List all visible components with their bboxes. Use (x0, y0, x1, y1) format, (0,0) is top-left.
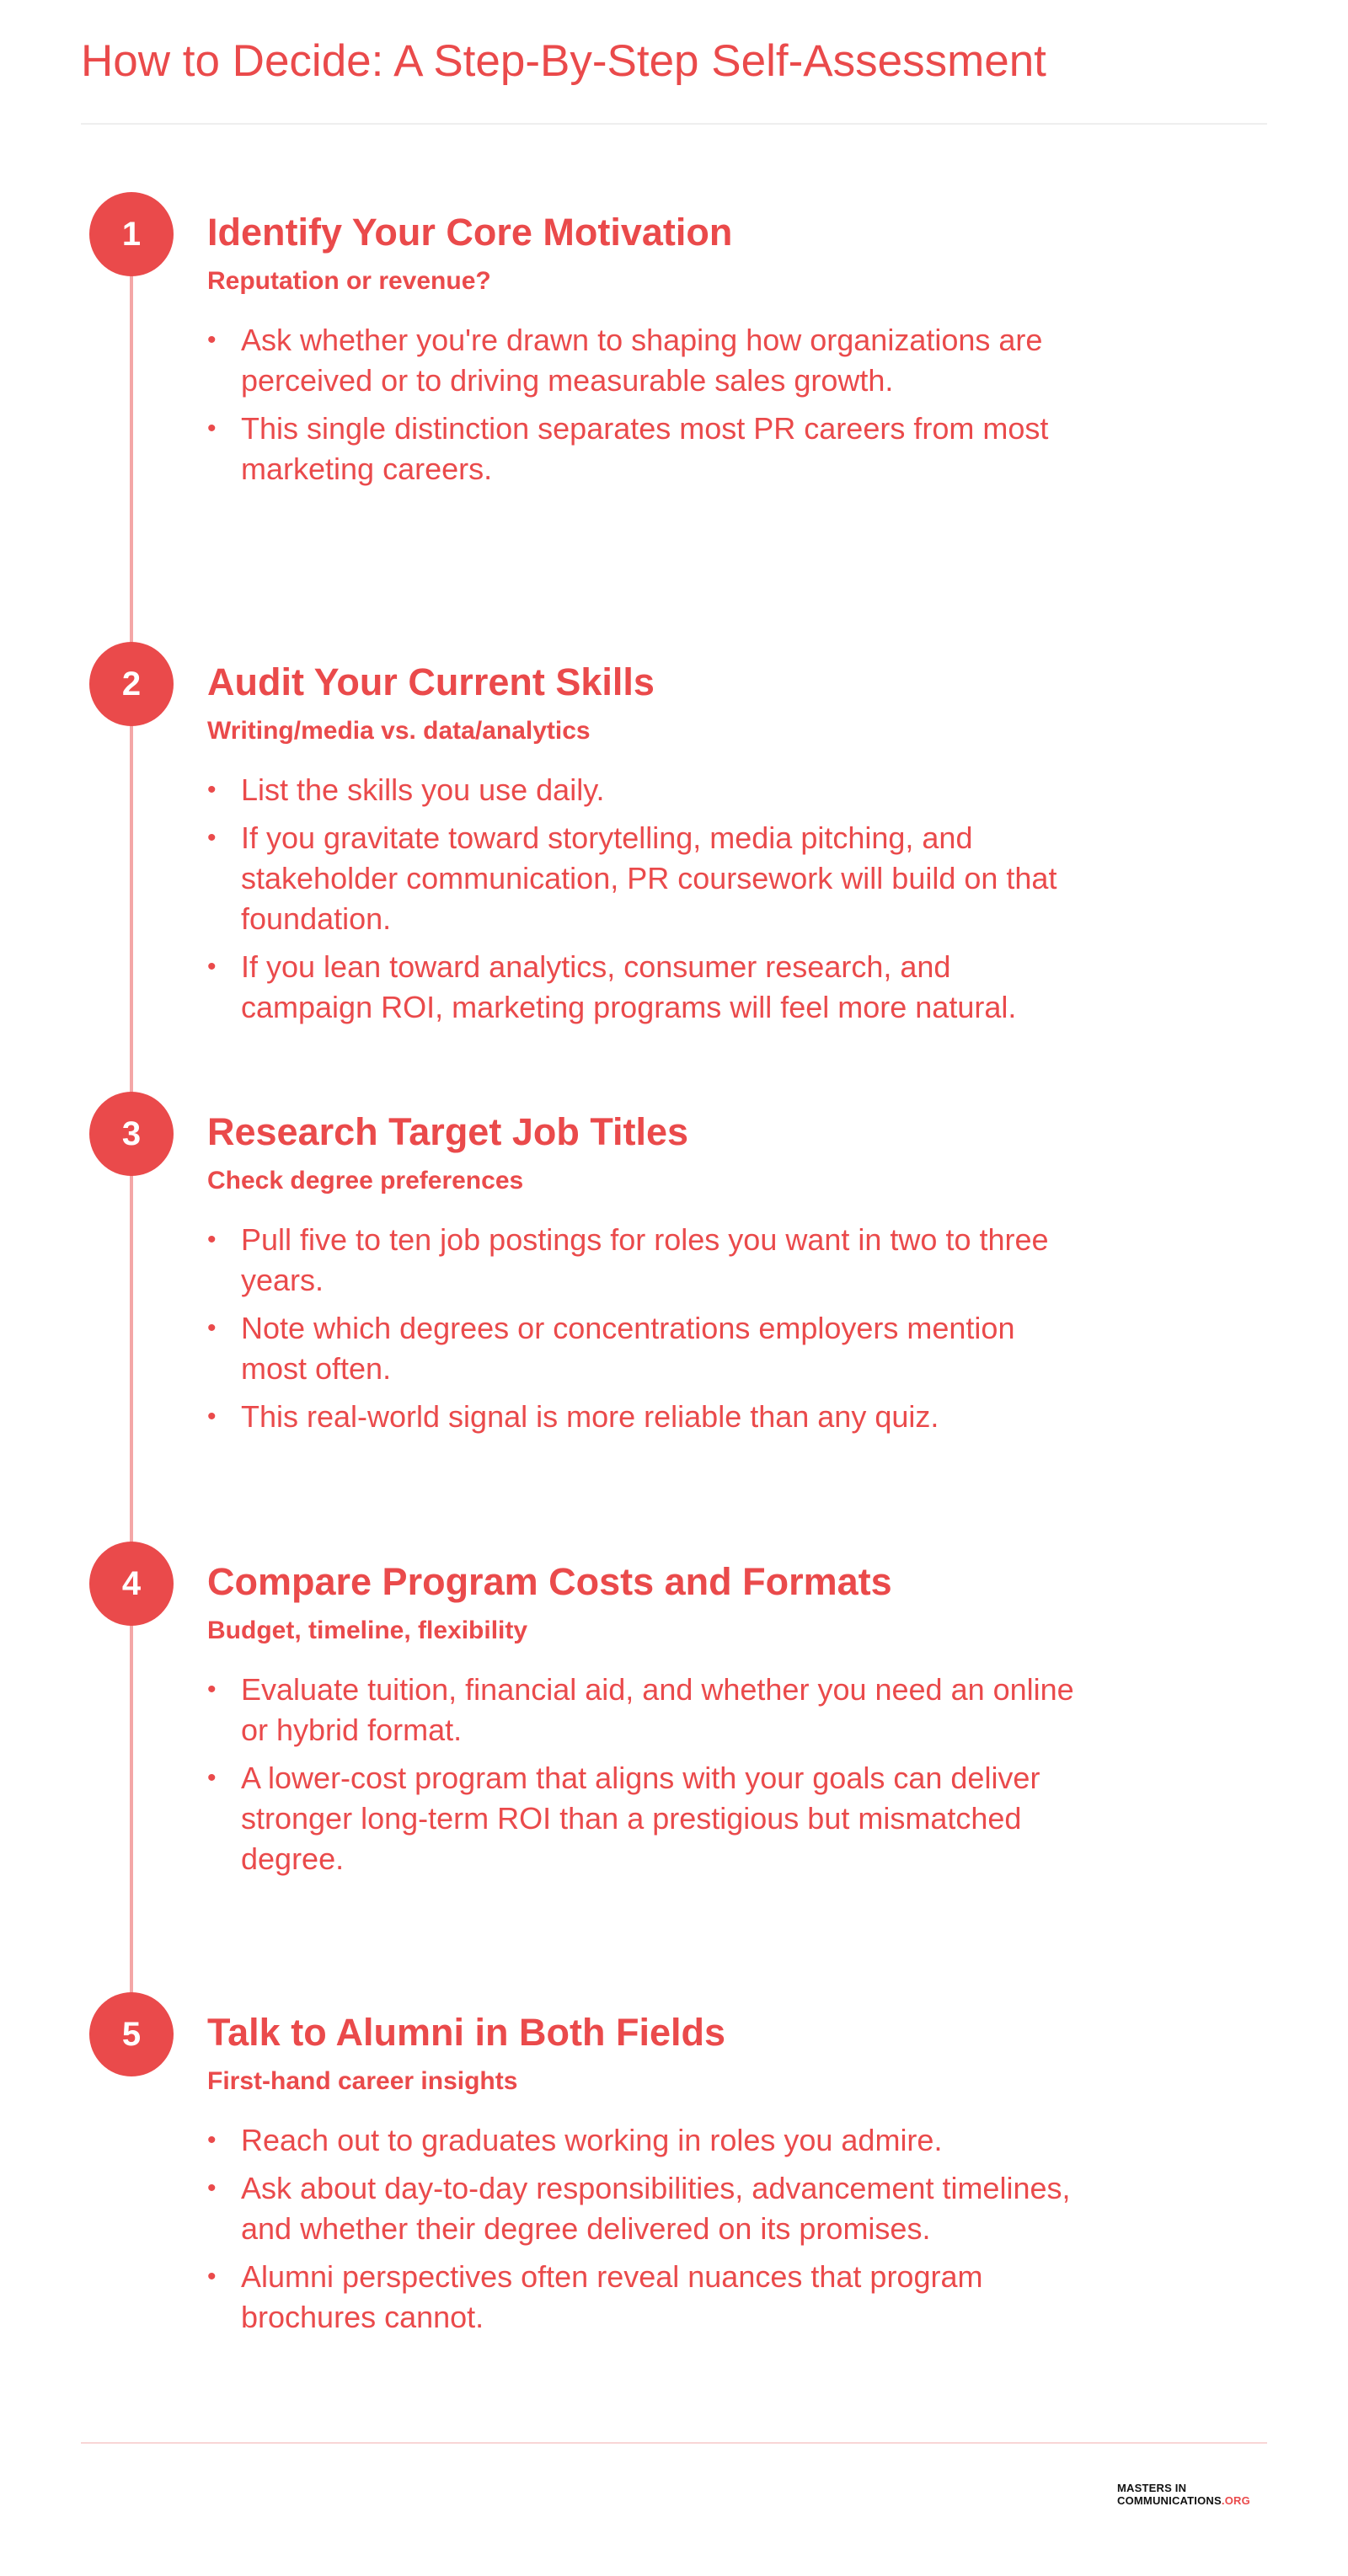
step-bullet-list (207, 1220, 1083, 1445)
step-bullet-list (207, 320, 1083, 497)
step-subtitle: Budget, timeline, flexibility (207, 1617, 528, 1644)
step-bullet (207, 818, 1083, 939)
bullet-text: This real-world signal is more reliable than any quiz. (241, 1399, 939, 1434)
step-bullet (207, 1758, 1083, 1879)
bullet-text: Evaluate tuition, financial aid, and whether you need an online or hybrid format. (241, 1672, 1074, 1747)
step-bullet (207, 770, 1083, 810)
step-bullet (207, 1308, 1083, 1389)
step-bullet (207, 2168, 1083, 2249)
site-logo (1117, 2482, 1250, 2507)
bullet-text: Alumni perspectives often reveal nuances that program brochures cannot. (241, 2259, 983, 2334)
step-bullet (207, 1670, 1083, 1750)
step-title: Talk to Alumni in Both Fields (207, 2011, 725, 2054)
bullet-text: If you lean toward analytics, consumer research, and campaign ROI, marketing programs will feel more natural. (241, 949, 1017, 1024)
step-title: Identify Your Core Motivation (207, 211, 733, 254)
bullet-text: Pull five to ten job postings for roles you want in two to three years. (241, 1222, 1049, 1297)
bullet-icon: • (207, 1314, 217, 1342)
step-subtitle: Check degree preferences (207, 1167, 524, 1194)
bullet-icon: • (207, 1764, 217, 1792)
step-subtitle: First-hand career insights (207, 2067, 518, 2095)
step-bullet (207, 320, 1083, 401)
bullet-text: Ask about day-to-day responsibilities, advancement timelines, and whether their degree delivered on its promises. (241, 2171, 1071, 2246)
bullet-icon: • (207, 1226, 217, 1253)
step-bullet-list (207, 770, 1083, 1035)
step-bullet (207, 2257, 1083, 2338)
logo-line-2 (1117, 2494, 1250, 2507)
step-title: Compare Program Costs and Formats (207, 1560, 892, 1603)
bullet-icon: • (207, 2174, 217, 2202)
step-title: Research Target Job Titles (207, 1110, 689, 1153)
bullet-icon: • (207, 953, 217, 981)
step-number-badge: 3 (89, 1092, 174, 1176)
bullet-icon: • (207, 776, 217, 804)
bullet-text: Note which degrees or concentrations employers mention most often. (241, 1311, 1015, 1386)
step-subtitle: Reputation or revenue? (207, 267, 491, 295)
step-bullet-list (207, 1670, 1083, 1887)
bullet-text: Ask whether you're drawn to shaping how organizations are perceived or to driving measurable sales growth. (241, 323, 1043, 398)
bullet-icon: • (207, 1403, 217, 1430)
step-number-badge: 2 (89, 642, 174, 726)
bullet-text: List the skills you use daily. (241, 772, 605, 807)
step-bullet-list (207, 2120, 1083, 2345)
bullet-text: This single distinction separates most PR careers from most marketing careers. (241, 411, 1049, 486)
step-bullet (207, 1397, 1083, 1437)
step-title: Audit Your Current Skills (207, 660, 655, 703)
footer-divider (81, 2442, 1267, 2444)
step-bullet (207, 947, 1083, 1028)
bullet-text: A lower-cost program that aligns with your goals can deliver stronger long-term ROI than a prestigious but mismatched degree. (241, 1761, 1040, 1876)
bullet-icon: • (207, 2263, 217, 2290)
logo-domain-suffix: .ORG (1221, 2494, 1250, 2507)
bullet-icon: • (207, 1675, 217, 1703)
step-number-badge: 1 (89, 192, 174, 276)
step-bullet (207, 2120, 1083, 2161)
bullet-icon: • (207, 414, 217, 442)
bullet-icon: • (207, 326, 217, 354)
step-bullet (207, 1220, 1083, 1301)
step-number-badge: 5 (89, 1992, 174, 2076)
bullet-icon: • (207, 824, 217, 852)
title-divider (81, 123, 1267, 125)
bullet-icon: • (207, 2126, 217, 2154)
page-title: How to Decide: A Step-By-Step Self-Assessment (81, 36, 1046, 86)
step-bullet (207, 409, 1083, 489)
step-subtitle: Writing/media vs. data/analytics (207, 717, 591, 745)
step-number-badge: 4 (89, 1542, 174, 1626)
bullet-text: Reach out to graduates working in roles you admire. (241, 2123, 943, 2157)
logo-wordmark: COMMUNICATIONS (1117, 2494, 1222, 2507)
logo-line-1: MASTERS IN (1117, 2482, 1187, 2494)
bullet-text: If you gravitate toward storytelling, media pitching, and stakeholder communication, PR coursework will build on that foundation. (241, 820, 1057, 936)
